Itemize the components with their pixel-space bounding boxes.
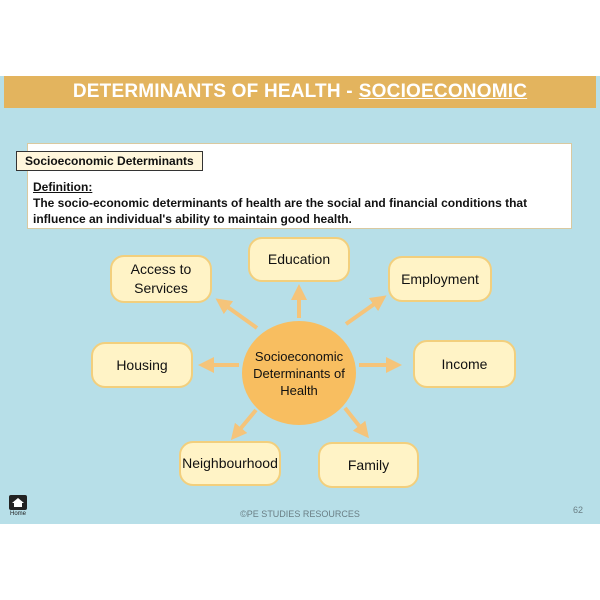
title-main: DETERMINANTS OF HEALTH -: [72, 81, 353, 102]
node-neighbourhood: Neighbourhood: [179, 441, 281, 486]
page-number: 62: [573, 505, 584, 515]
title-emphasis: SOCIOECONOMIC: [358, 81, 528, 102]
node-employment: Employment: [388, 256, 492, 302]
center-node: Socioeconomic Determinants of Health: [242, 321, 356, 425]
arrow-to-employment: [346, 300, 380, 324]
definition-tag: Socioeconomic Determinants: [16, 151, 203, 171]
node-education: Education: [248, 237, 350, 282]
footer-credit: ©PE STUDIES RESOURCES: [240, 509, 360, 519]
node-income: Income: [413, 340, 516, 388]
arrow-to-neighbourhood: [236, 410, 256, 434]
arrow-to-family: [345, 408, 364, 432]
node-housing: Housing: [91, 342, 193, 388]
home-label: Home: [9, 511, 26, 517]
definition-text: The socio-economic determinants of health are the social and financial conditions that influence an individual's ability to maintain good health.: [33, 196, 528, 226]
node-access-to-services: Access to Services: [110, 255, 212, 303]
arrow-to-access: [222, 303, 257, 328]
home-icon: [9, 495, 27, 510]
definition-heading: Definition:: [33, 180, 93, 194]
node-family: Family: [318, 442, 419, 488]
